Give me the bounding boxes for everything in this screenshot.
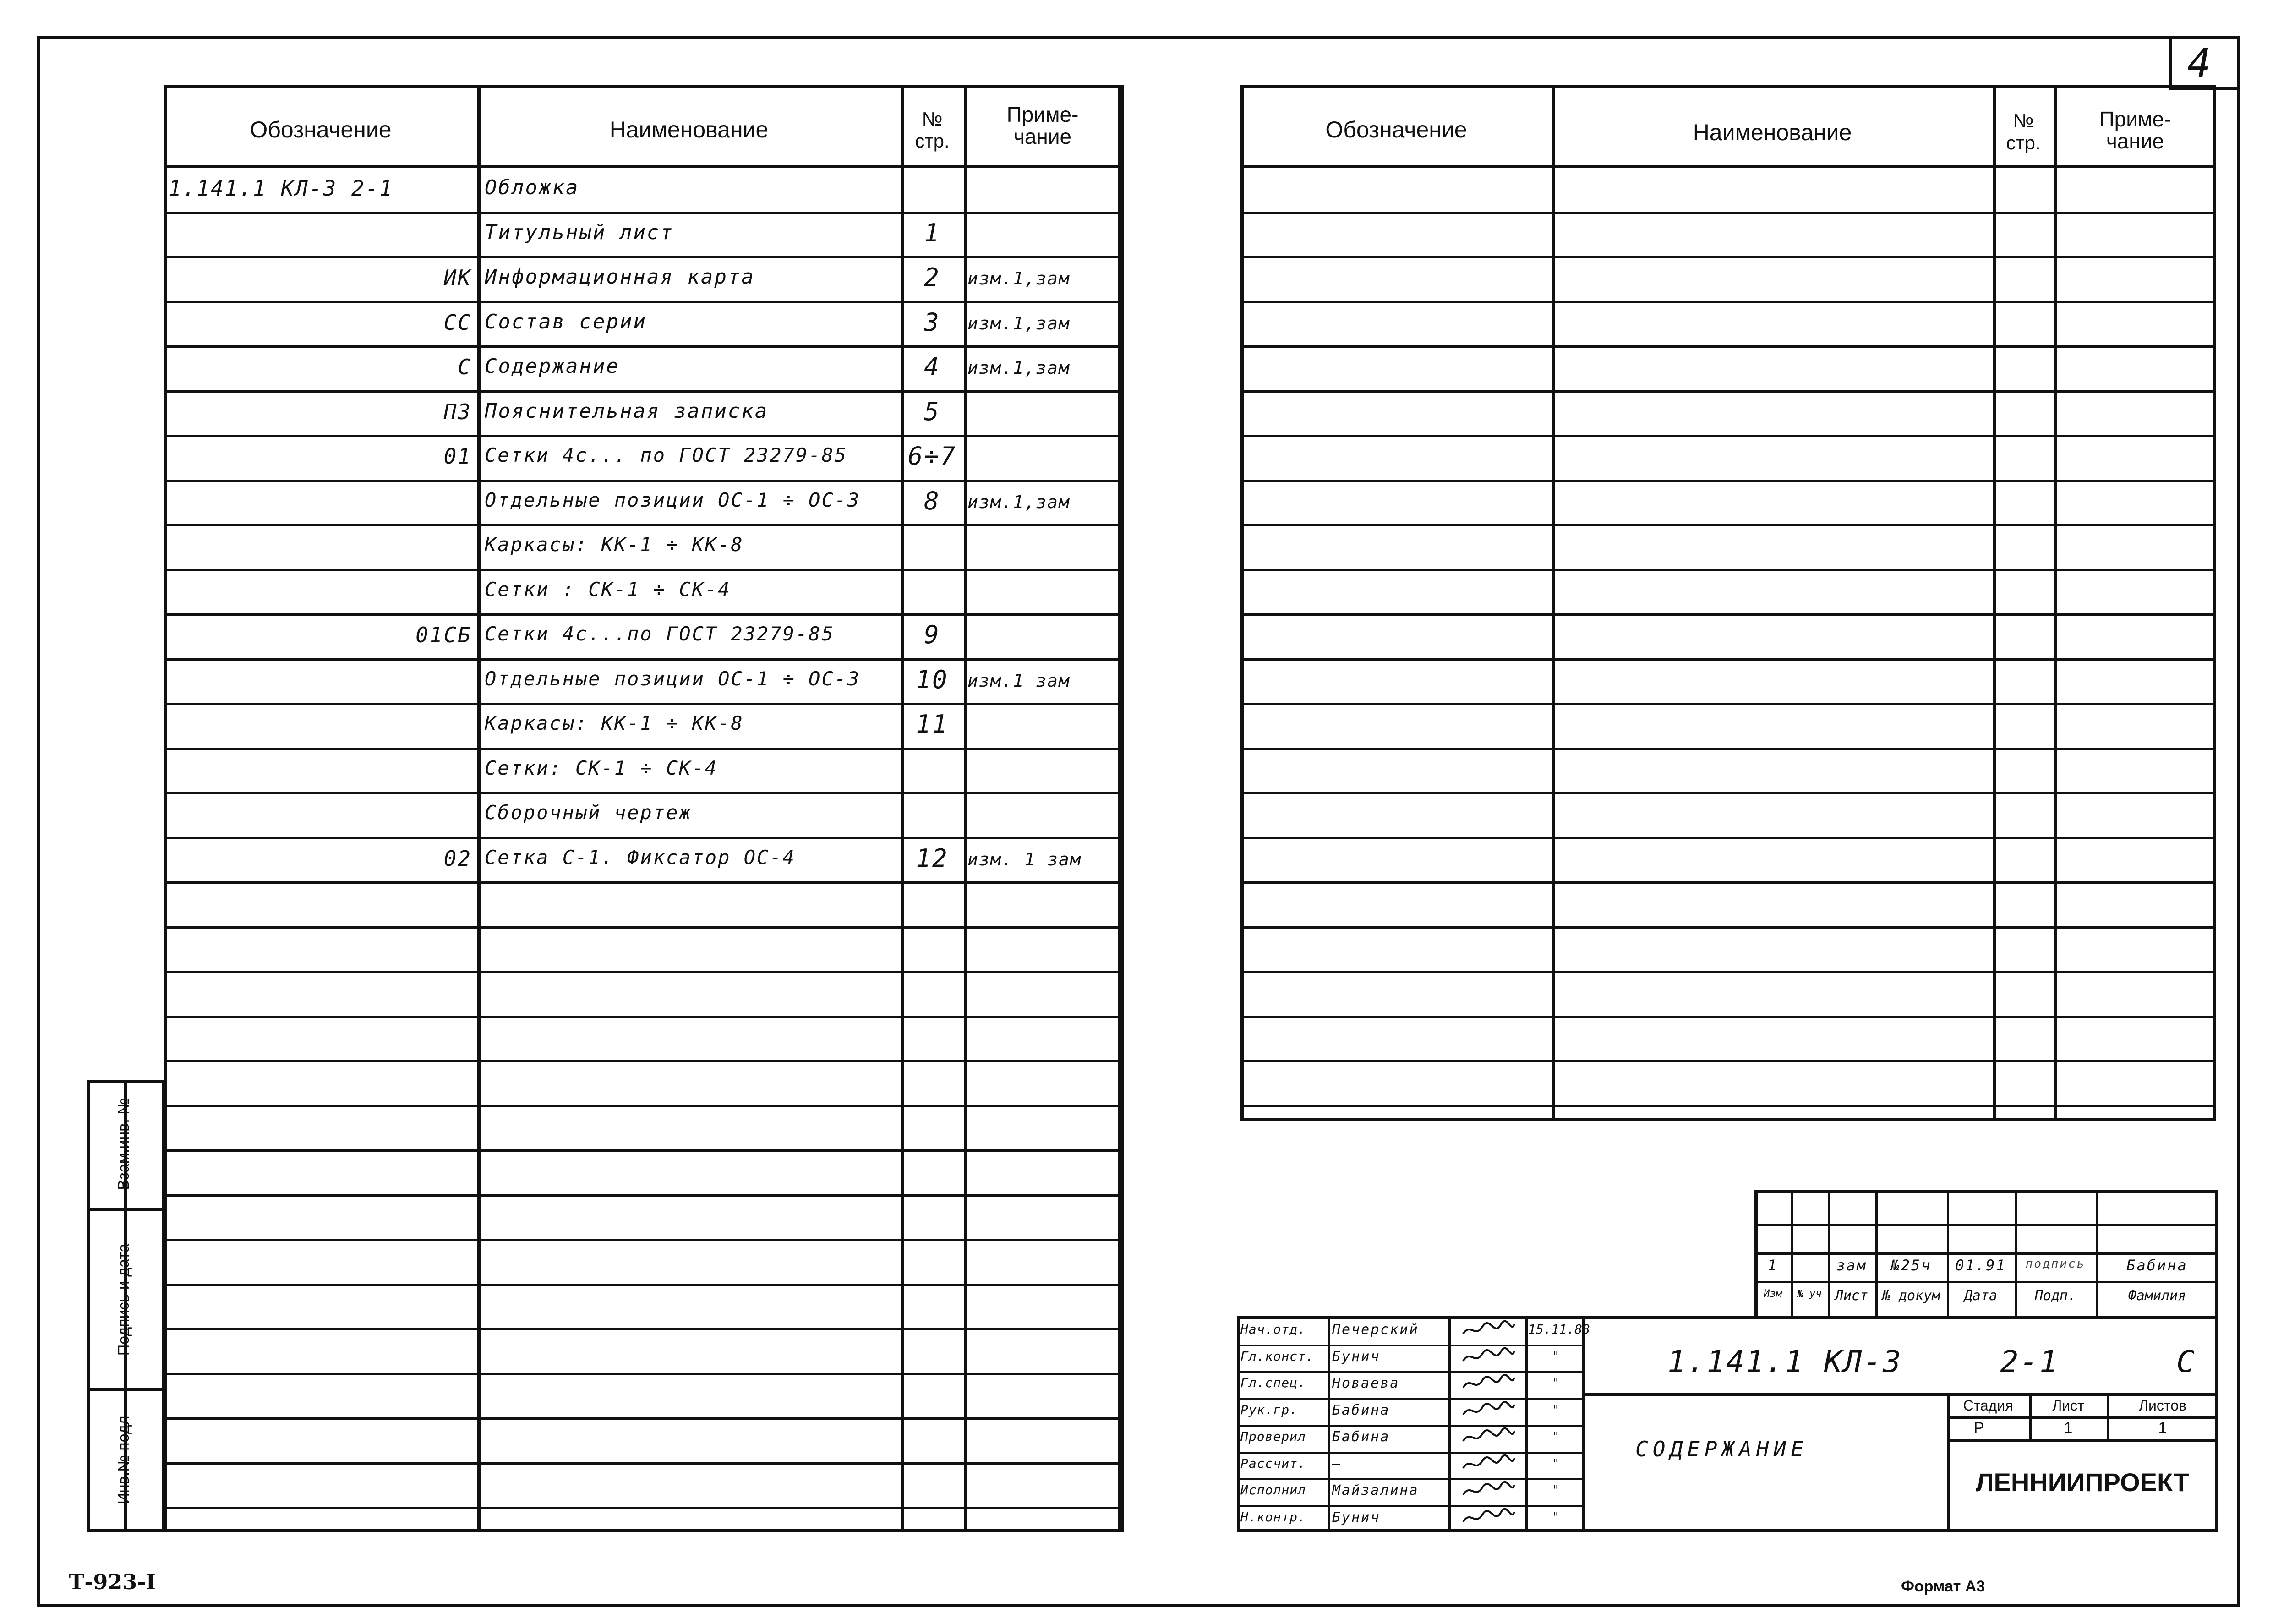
row-name: Каркасы: КК-1 ÷ КК-8 [485,712,744,734]
row-page: 4 [924,352,940,381]
title-name: СОДЕРЖАНИЕ [1635,1437,1808,1461]
row-divider [164,1060,1121,1062]
row-divider [1240,748,2216,750]
row-divider [164,613,1121,616]
change-signature: подпись [2025,1257,2086,1271]
row-name: Сетки 4с...по ГОСТ 23279-85 [485,623,835,645]
row-divider [1240,301,2216,303]
row-divider [1240,658,2216,661]
change-cell: зам [1836,1257,1867,1274]
row-designation: С [458,355,472,379]
row-divider [164,792,1121,794]
side-inv-no: Инв.№ подл [115,1416,132,1504]
row-divider [164,703,1121,705]
row-page: 1 [924,219,940,247]
row-divider [164,1328,1121,1330]
side-ref-no: Взам.инв. № [115,1098,132,1190]
staff-name: Бабина [1332,1402,1390,1418]
row-divider [164,1239,1121,1241]
row-designation: 01 [443,444,472,469]
row-divider [164,748,1121,750]
sheet-value: 1 [2064,1419,2073,1437]
left-header-page: № стр. [915,108,950,152]
row-divider [1240,613,2216,616]
change-cell: 01.91 [1955,1257,2006,1274]
stage-value: Р [1973,1419,1984,1437]
row-designation: 02 [443,846,472,871]
row-divider [1237,1371,1585,1373]
row-divider [164,1284,1121,1286]
staff-name: — [1332,1456,1342,1472]
staff-name: Печерский [1332,1322,1419,1338]
doc-code: Т-923-I [69,1569,156,1594]
row-name: Сетка С-1. Фиксатор ОС-4 [485,846,796,869]
row-name: Сетки 4с... по ГОСТ 23279-85 [485,444,848,466]
row-divider [1237,1398,1585,1400]
row-divider [1240,480,2216,482]
right-table-frame [1240,85,2216,1121]
row-name: Отдельные позиции ОС-1 ÷ ОС-3 [485,489,861,511]
row-divider [164,881,1121,884]
row-note: изм. 1 зам [967,849,1082,869]
row-name: Каркасы: КК-1 ÷ КК-8 [485,533,744,556]
row-divider [1237,1478,1585,1480]
row-designation: СС [443,310,472,335]
row-divider [164,212,1121,214]
change-header: Фамилия [2128,1288,2186,1304]
staff-role: Гл.спец. [1240,1375,1306,1390]
staff-date: " [1552,1375,1560,1390]
change-cell: №25ч [1891,1257,1932,1274]
row-page: 2 [924,263,940,292]
row-designation: ПЗ [443,399,472,424]
row-designation: 1.141.1 КЛ-3 2-1 [169,176,394,201]
row-divider [164,1417,1121,1420]
row-divider [164,1105,1121,1107]
row-divider [164,1194,1121,1197]
left-header-note: Приме- чание [1006,103,1079,149]
staff-date: " [1552,1429,1560,1444]
signature-scribble [1461,1347,1516,1367]
row-divider [1240,524,2216,526]
row-note: изм.1 зам [967,671,1070,691]
row-divider [1240,1105,2216,1107]
staff-role: Рассчит. [1240,1456,1306,1471]
row-divider [1237,1425,1585,1427]
signature-scribble [1461,1401,1516,1421]
row-name: Обложка [485,176,579,199]
stage-label: Стадия [1963,1397,2013,1414]
row-divider [164,524,1121,526]
row-note: изм.1,зам [967,358,1070,378]
row-divider [1237,1345,1585,1346]
row-designation: 01СБ [415,623,472,647]
row-page: 10 [916,665,949,694]
sheet-number: 4 [2187,40,2213,86]
row-divider [1237,1452,1585,1454]
staff-name: Новаева [1332,1375,1400,1391]
staff-role: Проверил [1240,1429,1306,1444]
row-page: 11 [916,710,949,738]
row-divider [164,256,1121,258]
row-divider [164,1373,1121,1375]
change-cell: Бабина [2126,1257,2188,1274]
row-name: Состав серии [485,310,647,334]
row-divider [164,1016,1121,1018]
row-divider [164,837,1121,839]
row-note: изм.1,зам [967,492,1070,512]
staff-name: Майзалина [1332,1482,1419,1498]
row-divider [1240,345,2216,348]
change-header: Дата [1964,1288,1998,1304]
right-header-page: № стр. [2006,110,2041,154]
row-divider [1240,569,2216,571]
title-code: 1.141.1 КЛ-3 2-1 С [1667,1344,2196,1379]
row-name: Титульный лист [485,221,674,244]
row-divider [1240,881,2216,884]
staff-role: Н.контр. [1240,1509,1306,1525]
right-header-designation: Обозначение [1325,117,1467,142]
signature-scribble [1461,1374,1516,1394]
row-divider [164,480,1121,482]
row-divider [1240,971,2216,973]
signature-scribble [1461,1320,1516,1340]
row-divider [164,301,1121,303]
staff-role: Исполнил [1240,1482,1306,1498]
row-name: Сетки: СК-1 ÷ СК-4 [485,757,718,779]
row-divider [164,926,1121,929]
row-divider [164,658,1121,661]
side-sign-date: Подпись и дата [115,1243,132,1356]
row-name: Пояснительная записка [485,399,769,423]
staff-date: " [1552,1349,1560,1364]
staff-date: " [1552,1509,1560,1525]
row-divider [1240,837,2216,839]
staff-date: " [1552,1402,1560,1417]
row-divider [164,1507,1121,1509]
sheet-label: Лист [2052,1397,2084,1414]
change-header: № уч [1797,1288,1822,1300]
signature-scribble [1461,1427,1516,1448]
change-header: Лист [1835,1288,1869,1304]
row-divider [1240,703,2216,705]
staff-name: Бунич [1332,1509,1381,1526]
staff-frame [1237,1316,1590,1532]
row-page: 12 [916,844,949,873]
left-header-designation: Обозначение [250,117,392,142]
staff-name: Бунич [1332,1349,1381,1365]
row-divider [164,435,1121,437]
change-header: Изм [1764,1288,1782,1300]
row-divider [1240,256,2216,258]
row-name: Сетки : СК-1 ÷ СК-4 [485,578,731,601]
row-page: 5 [924,397,940,426]
row-page: 6÷7 [907,442,957,470]
row-page: 9 [924,620,940,649]
row-divider [1240,926,2216,929]
left-header-name: Наименование [609,117,769,142]
row-note: изм.1,зам [967,268,1070,289]
row-divider [164,971,1121,973]
sheets-label: Листов [2139,1397,2186,1414]
row-divider [1240,212,2216,214]
change-cell: 1 [1767,1257,1778,1274]
row-divider [164,345,1121,348]
staff-date: 15.11.88 [1528,1322,1590,1337]
staff-role: Рук.гр. [1240,1402,1298,1417]
row-divider [1240,435,2216,437]
row-designation: ИК [443,265,472,290]
row-page: 8 [924,487,940,515]
staff-role: Нач.отд. [1240,1322,1306,1337]
organization: ЛЕННИИПРОЕКТ [1976,1468,2189,1497]
row-divider [164,390,1121,393]
row-divider [164,569,1121,571]
row-name: Информационная карта [485,265,755,289]
staff-role: Гл.конст. [1240,1349,1314,1364]
row-name: Сборочный чертеж [485,801,692,824]
row-divider [164,1462,1121,1465]
signature-scribble [1461,1508,1516,1528]
row-divider [164,1149,1121,1152]
row-divider [1237,1505,1585,1507]
row-name: Содержание [485,355,620,378]
row-note: изм.1,зам [967,313,1070,334]
staff-date: " [1552,1456,1560,1471]
row-divider [1240,792,2216,794]
change-header: № докум [1882,1288,1940,1304]
row-divider [1240,1060,2216,1062]
right-header-name: Наименование [1693,120,1852,145]
row-divider [1240,1016,2216,1018]
row-name: Отдельные позиции ОС-1 ÷ ОС-3 [485,667,861,690]
signature-scribble [1461,1481,1516,1501]
right-header-note: Приме- чание [2099,107,2171,153]
row-page: 3 [924,308,940,337]
staff-date: " [1552,1482,1560,1498]
signature-scribble [1461,1454,1516,1475]
sheets-value: 1 [2158,1419,2167,1437]
change-header: Подп. [2034,1288,2076,1304]
format-label: Формат А3 [1901,1578,1985,1595]
row-divider [1240,390,2216,393]
staff-name: Бабина [1332,1429,1390,1445]
